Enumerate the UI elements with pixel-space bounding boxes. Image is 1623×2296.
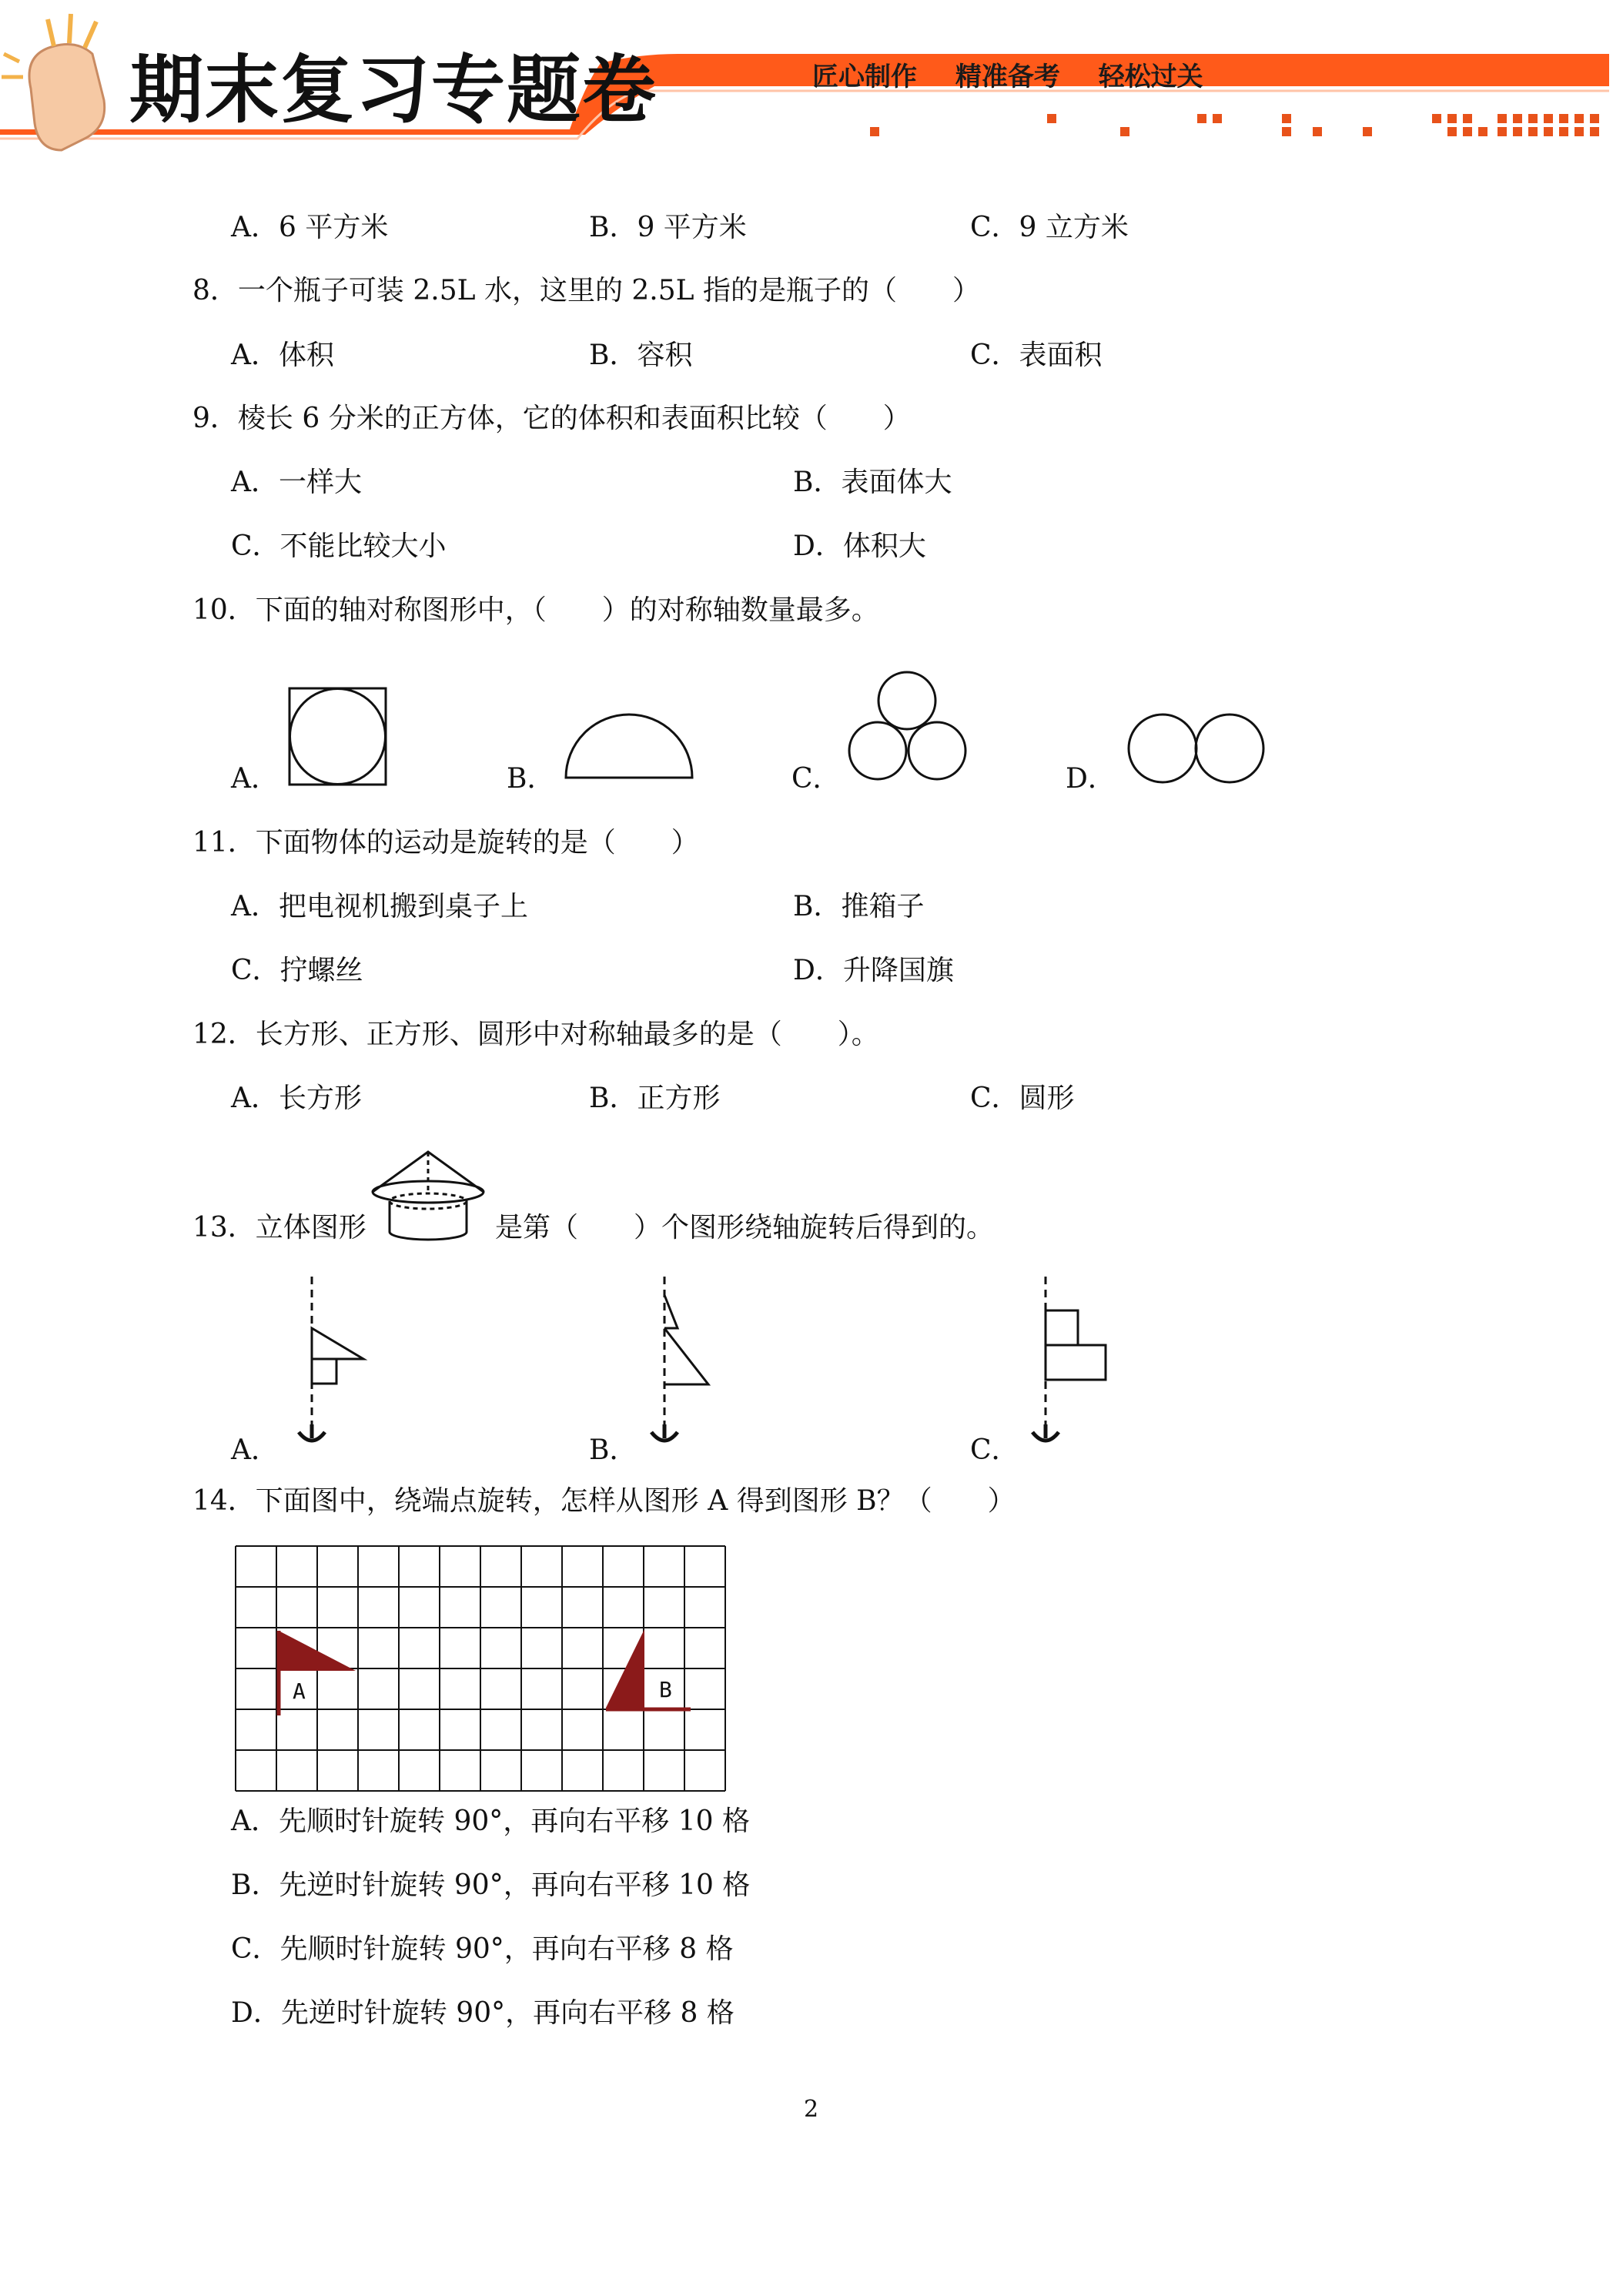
option-b: B． <box>507 763 555 795</box>
option-c: C．圆形 <box>970 1083 1075 1114</box>
option-a: A．体积 <box>231 340 334 371</box>
option-a: A．6 平方米 <box>231 212 389 243</box>
option-b: B．9 平方米 <box>589 212 747 243</box>
option-a: A． <box>231 763 279 795</box>
option-b: B．推箱子 <box>793 891 925 922</box>
flag-a-label: A <box>293 1678 306 1704</box>
option-d: D．升降国旗 <box>793 955 954 986</box>
option-c: C． <box>970 1434 1019 1466</box>
option-c: C．先顺时针旋转 90°，再向右平移 8 格 <box>231 1933 734 1965</box>
semicircle-figure <box>566 715 692 778</box>
symmetry-figures <box>277 662 1278 793</box>
question-stem: 12．长方形、正方形、圆形中对称轴最多的是（ ）。 <box>192 1019 879 1050</box>
option-a: A．长方形 <box>231 1083 362 1114</box>
slogan-3: 轻松过关 <box>1098 62 1203 92</box>
page-number: 2 <box>804 2096 819 2123</box>
option-b: B．先逆时针旋转 90°，再向右平移 10 格 <box>231 1869 751 1901</box>
option-c: C．9 立方米 <box>970 212 1129 243</box>
question-stem: 10．下面的轴对称图形中，（ ）的对称轴数量最多。 <box>192 594 879 626</box>
option-a: A．把电视机搬到桌子上 <box>231 891 528 922</box>
header-slogans <box>812 55 1233 93</box>
option-c: C． <box>791 763 841 795</box>
figure-a <box>299 1277 363 1441</box>
option-d: D． <box>1066 763 1116 795</box>
option-d: D．先逆时针旋转 90°，再向右平移 8 格 <box>231 1997 735 2029</box>
option-b: B． <box>589 1434 637 1466</box>
solid-figure <box>366 1146 497 1246</box>
rotation-figures <box>277 1270 1139 1463</box>
option-a: A． <box>231 1434 279 1466</box>
question-stem: 11．下面物体的运动是旋转的是（ ） <box>192 827 699 858</box>
option-c: C．表面积 <box>970 340 1103 371</box>
question-stem: 8．一个瓶子可装 2.5L 水，这里的 2.5L 指的是瓶子的（ ） <box>192 275 980 306</box>
figure-b <box>651 1277 708 1441</box>
figure-c <box>1032 1277 1106 1441</box>
grid-figure <box>231 1545 731 1799</box>
option-a: A．先顺时针旋转 90°，再向右平移 10 格 <box>231 1806 750 1837</box>
option-c: C．不能比较大小 <box>231 530 447 562</box>
slogan-1: 匠心制作 <box>812 62 917 92</box>
option-c: C．拧螺丝 <box>231 955 363 986</box>
slogan-2: 精准备考 <box>955 62 1060 92</box>
option-b: B．容积 <box>589 340 693 371</box>
question-stem-before: 13．立体图形 <box>192 1212 366 1243</box>
question-stem: 9．棱长 6 分米的正方体，它的体积和表面积比较（ ） <box>192 403 911 434</box>
question-stem-after: 是第（ ）个图形绕轴旋转后得到的。 <box>495 1212 995 1243</box>
option-b: B．正方形 <box>589 1083 721 1114</box>
option-d: D．体积大 <box>793 530 926 562</box>
option-a: A．一样大 <box>231 467 362 498</box>
three-circles-figure <box>849 672 965 779</box>
option-b: B．表面体大 <box>793 467 952 498</box>
flag-b-label: B <box>659 1677 672 1702</box>
square-with-circle-figure <box>289 688 386 785</box>
question-stem: 14．下面图中，绕端点旋转，怎样从图形 A 得到图形 B？（ ） <box>192 1485 1016 1517</box>
two-circles-figure <box>1129 715 1263 782</box>
page-title: 期末复习专题卷 <box>129 47 658 133</box>
decorative-dots <box>870 114 1599 136</box>
